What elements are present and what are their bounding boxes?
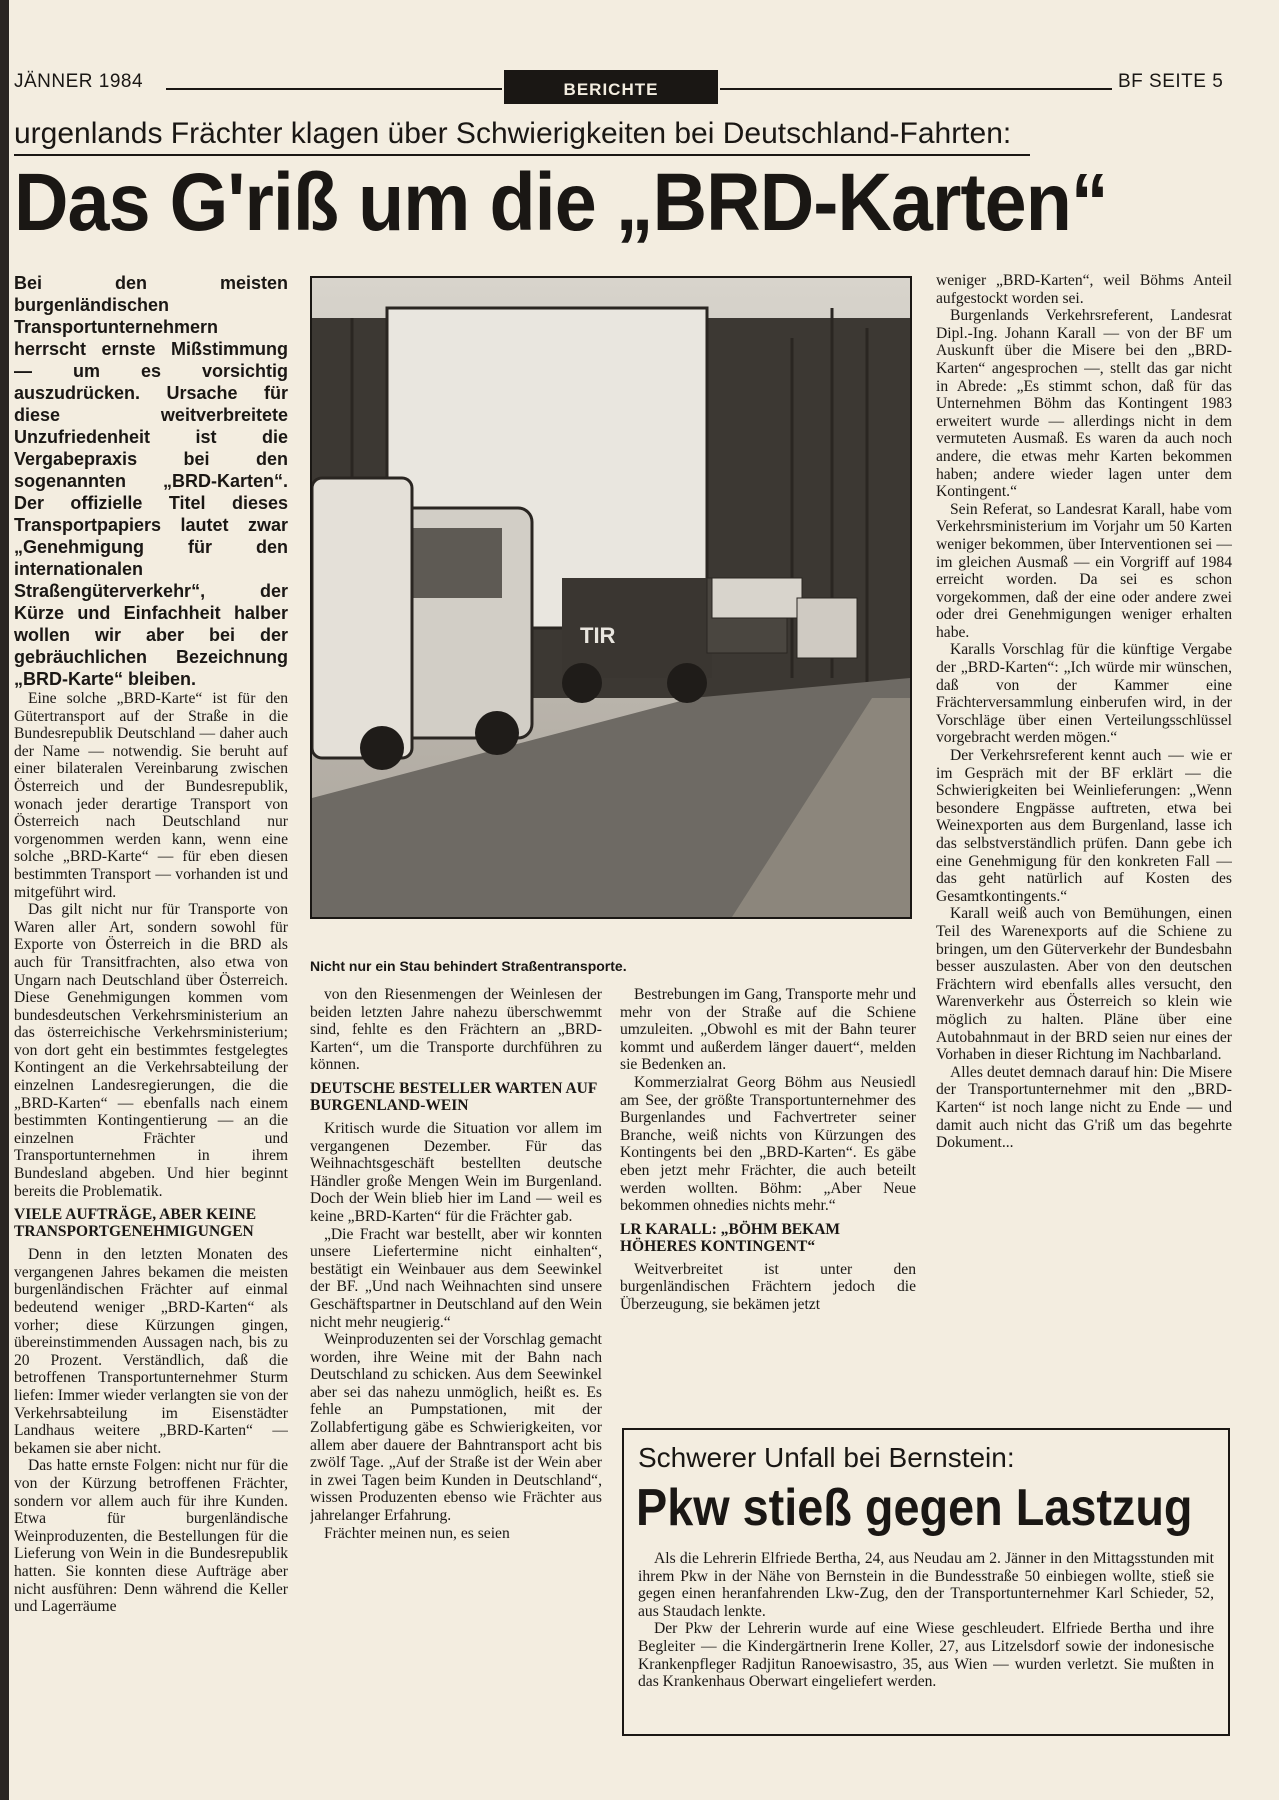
accident-body: [638, 1550, 1214, 1691]
body-paragraph: Der Verkehrsreferent kennt auch — wie er im Gespräch mit der BF erklärt — die Schwierigkeiten bei Weinlieferungen: „Wenn besondere Engpässe auftreten, etwa bei Weinexporten aus dem Burgenland, lasse ich das selbstverständlich prüfen. Dann gebe ich eine Genehmigung für den konkreten Fall — das geht natürlich auf Kosten des Gesamtkontingents.“: [936, 747, 1232, 905]
body-paragraph: Das hatte ernste Folgen: nicht nur für die von der Kürzung betroffenen Frächter, sondern vor allem auch für ihre Kunden. Etwa für burgenländische Weinproduzenten, die Bestellungen für die Lieferung von Wein in die Bundesrepublik hatten. Sie konnten diese Aufträge aber nicht ausführen: Denn während die Keller und Lagerräume: [14, 1457, 288, 1616]
body-paragraph: Frächter meinen nun, es seien: [324, 1524, 510, 1542]
truck-tir-label: TIR: [580, 623, 616, 648]
page-edge-shadow: [0, 0, 9, 1800]
lead-paragraph: Bei den meisten burgenländischen Transportunternehmern herrscht ernste Mißstimmung — um es vorsichtig auszudrücken. Ursache für diese weitverbreitete Unzufriedenheit ist die Vergabepraxis bei den sogenannten „BRD-Karten“. Der offizielle Titel dieses Transportpapiers lautet zwar „Genehmigung für den internationalen Straßengüterverkehr“, der Kürze und Einfachheit halber wollen wir aber bei der gebräuchlichen Bezeichnung „BRD-Karte“ bleiben.: [14, 273, 288, 689]
section-heading: DEUTSCHE BESTELLER WARTEN AUF BURGENLAND-WEIN: [310, 1079, 597, 1114]
body-paragraph: Burgenlands Verkehrsreferent, Landesrat Dipl.-Ing. Johann Karall — von der BF um Auskunft über die Misere bei den „BRD-Karten“ angesprochen —, stellt das gar nicht in Abrede: „Es stimmt schon, daß für das Unternehmen Böhm das Kontingent 1983 erweitert wurde — allerdings nicht in dem vermuteten Ausmaß. Es waren da auch noch andere, die etwas mehr Karten bekommen haben; andere wieder lagen unter dem Kontingent.“: [936, 307, 1232, 501]
body-paragraph: „Die Fracht war bestellt, aber wir konnten unsere Liefertermine nicht einhalten“, bestätigt ein Weinbauer aus dem Seewinkel der BF. „Und nach Weihnachten sind unsere Geschäftspartner in Deutschland auf den Wein nicht mehr neugierig.“: [310, 1225, 602, 1331]
body-paragraph: Weitverbreitet ist unter den burgenländischen Frächtern jedoch die Überzeugung, sie bekämen jetzt: [620, 1260, 916, 1313]
article-subheadline: urgenlands Frächter klagen über Schwierigkeiten bei Deutschland-Fahrten:: [14, 117, 1012, 150]
article-column-2: [310, 986, 602, 1766]
article-column-4: [936, 272, 1232, 1412]
body-paragraph: Weinproduzenten sei der Vorschlag gemacht worden, ihre Weine mit der Bahn nach Deutschland zu schicken. Aus dem Seewinkel aber sei das nahezu unmöglich, heißt es. Es fehle an Pumpstationen, mit der Zollabfertigung gäbe es Schwierigkeiten, vor allem aber dauere der Bahntransport acht bis zwölf Tage. „Auf der Straße ist der Wein aber in zwei Tagen beim Kunden in Deutschland“, wissen Produzenten ebenso wie Frächter aus jahrelanger Erfahrung.: [310, 1331, 602, 1525]
section-heading: VIELE AUFTRÄGE, ABER KEINE TRANSPORTGENEHMIGUNGEN: [14, 1206, 257, 1241]
body-paragraph: Karall weiß auch von Bemühungen, einen Teil des Warenexports auf die Schiene zu bringen, um den Güterverkehr der Bundesbahn besser auszulasten. Aber von den deutschen Frächtern wird ebenfalls alles versucht, den Warenverkehr aus Österreich so klein wie möglich zu halten. Pläne über eine Autobahnmaut in der BRD seien nur eines der Vorhaben in dieser Richtung im Nachbarland.: [936, 905, 1232, 1064]
body-paragraph: Alles deutet demnach darauf hin: Die Misere der Transportunternehmer mit den „BRD-Karten“ ist noch lange nicht zu Ende — und damit auch nicht das G'riß um das begehrte Dokument...: [936, 1063, 1232, 1152]
section-heading: LR KARALL: „BÖHM BEKAM HÖHERES KONTINGENT“: [620, 1220, 841, 1255]
body-paragraph: weniger „BRD-Karten“, weil Böhms Anteil aufgestockt worden sei.: [936, 272, 1232, 307]
body-paragraph: Bestrebungen im Gang, Transporte mehr und mehr von der Straße auf die Schiene umzuleiten. „Obwohl es mit der Bahn teurer kommt und außerdem länger dauert“, melden sie Bedenken an.: [620, 986, 916, 1074]
van-distant: [712, 578, 802, 618]
traffic-jam-photo: [310, 276, 912, 919]
photo-illustration: [312, 278, 910, 917]
issue-date: JÄNNER 1984: [14, 71, 144, 92]
article-headline: Das G'riß um die „BRD-Karten“: [14, 157, 1108, 248]
car-distant-2: [797, 598, 857, 658]
body-paragraph: Denn in den letzten Monaten des vergangenen Jahres bekamen die meisten burgenländischen Frächter auf einmal bedeutend weniger „BRD-Karten“ als vorher; diese Kürzungen gingen, übereinstimmenden Aussagen nach, bis zu 20 Prozent. Verständlich, daß die betroffenen Transportunternehmer Sturm liefen: Immer wieder verlangten sie von der Verkehrsabteilung im Eisenstädter Landhaus weitere „BRD-Karten“ — bekamen sie aber nicht.: [14, 1246, 288, 1457]
accident-news-box: [622, 1428, 1230, 1736]
body-paragraph: Kommerzialrat Georg Böhm aus Neusiedl am See, der größte Transportunternehmer des Burgenlandes und Fachvertreter seiner Branche, weiß nichts von Kürzungen des Kontingents bei den „BRD-Karten“. Es gäbe eben jetzt mehr Frächter, die auch beteilt werden wollten. Böhm: „Aber Neue bekommen ohnedies nichts mehr.“: [620, 1073, 916, 1215]
article-column-1: [14, 272, 288, 1782]
body-paragraph: Eine solche „BRD-Karte“ ist für den Gütertransport auf der Straße in die Bundesrepublik Deutschland — daher auch der Name — notwendig. Sie beruht auf einer bilateralen Vereinbarung zwischen Österreich und der Bundesrepublik, wonach jeder derartige Transport von Österreich nach Deutschland nur vorgenommen werden kann, wenn eine solche „BRD-Karte“ — für eben diesen bestimmten Transport — vorhanden ist und mitgeführt wird.: [14, 690, 288, 901]
section-badge: BERICHTE: [504, 70, 718, 104]
article-column-3: [620, 986, 916, 1406]
page-number: BF SEITE 5: [1118, 71, 1224, 92]
photo-caption: Nicht nur ein Stau behindert Straßentransporte.: [310, 958, 627, 974]
body-paragraph: Als die Lehrerin Elfriede Bertha, 24, aus Neudau am 2. Jänner in den Mittagsstunden mit ihrem Pkw in der Nähe von Bernstein in die Bundesstraße 50 einbiegen wollte, stieß sie gegen einen heranfahrenden Lkw-Zug, den der Transportunternehmer Karl Schieder, 52, aus Staudach lenkte.: [638, 1550, 1214, 1620]
accident-subheadline: Schwerer Unfall bei Bernstein:: [638, 1442, 1015, 1473]
body-paragraph: Der Pkw der Lehrerin wurde auf eine Wiese geschleudert. Elfriede Bertha und ihre Begleiter — die Kindergärtnerin Irene Koller, 27, aus Litzelsdorf sowie der indonesische Krankenpfleger Radjitun Ranoewisastro, 35, aus Wien — wurden verletzt. Sie mußten in das Krankenhaus Oberwart eingeliefert werden.: [638, 1620, 1214, 1691]
body-paragraph: Karalls Vorschlag für die künftige Vergabe der „BRD-Karten“: „Ich würde mir wünschen, daß von der Kammer eine Frächterversammlung einberufen wird, in der Vorschläge über einen Verteilungsschlüssel vorgebracht werden mögen.“: [936, 641, 1232, 747]
body-paragraph: Kritisch wurde die Situation vor allem im vergangenen Dezember. Für das Weihnachtsgeschäft bestellten deutsche Händler große Mengen Wein im Burgenland. Doch der Wein blieb hier im Land — weil es keine „BRD-Karten“ für die Frächter gab.: [310, 1119, 602, 1225]
header-rule-right: [720, 88, 1112, 90]
accident-headline: Pkw stieß gegen Lastzug: [636, 1479, 1193, 1537]
body-paragraph: von den Riesenmengen der Weinlesen der beiden letzten Jahre nahezu überschwemmt sind, fehlte es den Frächtern an „BRD-Karten“, um die Transporte durchführen zu können.: [310, 986, 602, 1074]
body-paragraph: Sein Referat, so Landesrat Karall, habe vom Verkehrsministerium im Vorjahr um 50 Karten weniger bekommen, über Interventionen sei — im gleichen Ausmaß — ein Vorgriff auf 1984 erreicht worden. Da sei es schon vorgekommen, daß der eine oder andere zwei oder drei Genehmigungen weniger erhalten habe.: [936, 500, 1232, 641]
car-foreground: [312, 478, 412, 758]
body-paragraph: Das gilt nicht nur für Transporte von Waren aller Art, sondern sowohl für Exporte von Österreich in die BRD als auch für Transitfrachten, also etwa von Ungarn nach Deutschland über Österreich. Diese Genehmigungen kommen vom bundesdeutschen Verkehrsministerium an das österreichische Verkehrsministerium; von dort geht ein bestimmtes festgelegtes Kontingent an die Verkehrsabteilung der einzelnen Landesregierungen, die die „BRD-Karten“ — ebenfalls nach einem bestimmten Kontingentierung — an die einzelnen Frächter und Transportunternehmen in ihrem Bundesland abgeben. Und hier beginnt bereits die Problematik.: [14, 901, 288, 1200]
header-rule-left: [166, 88, 502, 90]
